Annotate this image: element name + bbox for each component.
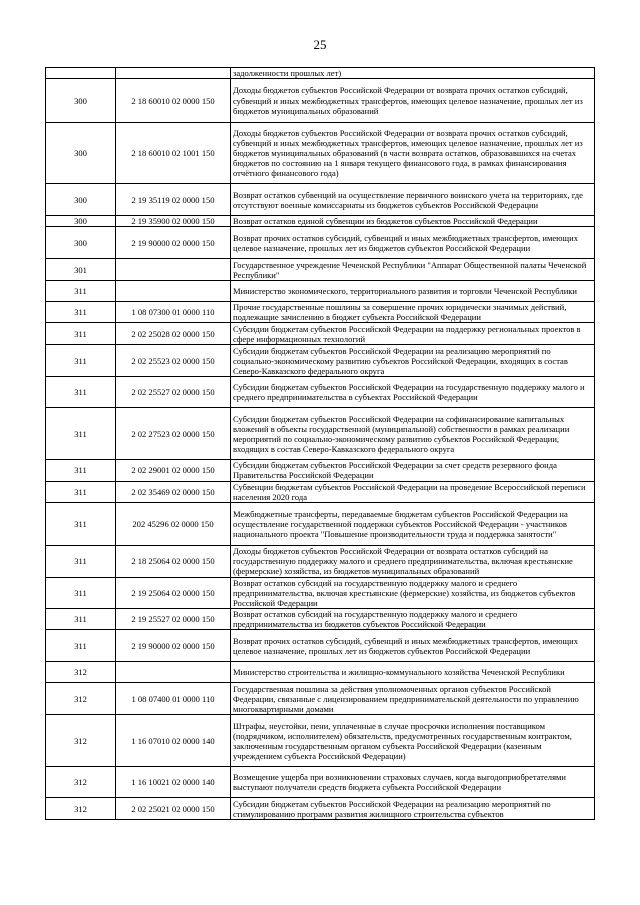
table-row [46, 545, 595, 577]
budget-code-cell: 202 45296 02 0000 150 [116, 502, 231, 545]
table-row [46, 502, 595, 545]
table-row [46, 345, 595, 377]
revenue-name-cell: Министерство строительства и жилищно-коммунального хозяйства Чеченской Республики [231, 662, 595, 683]
budget-code-cell: 1 08 07300 01 0000 110 [116, 302, 231, 323]
budget-code-cell [116, 281, 231, 302]
table-row [46, 408, 595, 460]
revenue-name-cell: Министерство экономического, территориального развития и торговли Чеченской Республики [231, 281, 595, 302]
revenue-name-cell: Штрафы, неустойки, пени, уплаченные в случае просрочки исполнения поставщиком (подрядчиком, исполнителем) обязательств, предусмотренных государственным контрактом, заключенным государственным органом субъекта Российской Федерации (казенным учреждением субъекта Российской Федерации) [231, 715, 595, 767]
revenue-name-cell: Субсидии бюджетам субъектов Российской Федерации за счет средств резервного фонда Правительства Российской Федерации [231, 460, 595, 481]
admin-code-cell: 300 [46, 79, 116, 123]
admin-code-cell: 300 [46, 227, 116, 259]
revenue-name-cell: Субсидии бюджетам субъектов Российской Федерации на реализацию мероприятий по стимулированию программ развития жилищного строительства субъектов [231, 798, 595, 820]
revenue-name-cell: Возврат прочих остатков субсидий, субвенций и иных межбюджетных трансфертов, имеющих целевое назначение, прошлых лет из бюджетов субъектов Российской Федерации [231, 630, 595, 662]
revenue-name-cell: Возврат прочих остатков субсидий, субвенций и иных межбюджетных трансфертов, имеющих целевое назначение, прошлых лет из бюджетов субъектов Российской Федерации [231, 227, 595, 259]
revenue-name-cell: Государственная пошлина за действия уполномоченных органов субъектов Российской Федерации, связанные с лицензированием предпринимательской деятельности по управлению многоквартирными домами [231, 683, 595, 715]
revenue-name-cell: Возврат остатков субвенций на осуществление первичного воинского учета на территориях, где отсутствуют военные комиссариаты из бюджетов субъектов Российской Федерации [231, 184, 595, 216]
admin-code-cell: 312 [46, 683, 116, 715]
table-row [46, 662, 595, 683]
revenue-name-cell: Возврат остатков единой субвенции из бюджетов субъектов Российской Федерации [231, 216, 595, 227]
revenue-name-cell: задолженности прошлых лет) [231, 68, 595, 79]
budget-code-cell: 2 19 35119 02 0000 150 [116, 184, 231, 216]
revenue-name-cell: Возмещение ущерба при возникновении страховых случаев, когда выгодоприобретателями выступают получатели средств бюджета субъекта Российской Федерации [231, 767, 595, 798]
admin-code-cell: 312 [46, 798, 116, 820]
revenue-name-cell: Субсидии бюджетам субъектов Российской Федерации на реализацию мероприятий по социально-экономическому развитию субъектов Российской Федерации, входящих в состав Северо-Кавказского федерального округа [231, 345, 595, 377]
budget-code-cell: 1 16 07010 02 0000 140 [116, 715, 231, 767]
table-row [46, 281, 595, 302]
table-row [46, 798, 595, 820]
admin-code-cell: 300 [46, 184, 116, 216]
table-row [46, 630, 595, 662]
admin-code-cell: 311 [46, 408, 116, 460]
table-row [46, 302, 595, 323]
table-row [46, 481, 595, 502]
table-row [46, 715, 595, 767]
table-row [46, 227, 595, 259]
revenue-name-cell: Субсидии бюджетам субъектов Российской Федерации на государственную поддержку малого и среднего предпринимательства в субъектах Российской Федерации [231, 377, 595, 408]
budget-code-cell: 2 18 25064 02 0000 150 [116, 545, 231, 577]
admin-code-cell: 311 [46, 609, 116, 630]
revenue-name-cell: Субвенции бюджетам субъектов Российской Федерации на проведение Всероссийской переписи населения 2020 года [231, 481, 595, 502]
table-row [46, 577, 595, 608]
admin-code-cell: 311 [46, 281, 116, 302]
budget-code-cell: 2 02 27523 02 0000 150 [116, 408, 231, 460]
budget-code-cell: 2 02 25523 02 0000 150 [116, 345, 231, 377]
table-row [46, 259, 595, 281]
admin-code-cell: 311 [46, 545, 116, 577]
budget-code-cell: 1 08 07400 01 0000 110 [116, 683, 231, 715]
admin-code-cell: 311 [46, 577, 116, 608]
table-row [46, 68, 595, 79]
table-row [46, 767, 595, 798]
admin-code-cell: 311 [46, 377, 116, 408]
budget-code-cell [116, 68, 231, 79]
table-row [46, 683, 595, 715]
admin-code-cell: 312 [46, 662, 116, 683]
table-row [46, 323, 595, 345]
admin-code-cell: 311 [46, 323, 116, 345]
revenue-name-cell: Доходы бюджетов субъектов Российской Федерации от возврата остатков субсидий на государственную поддержку малого и среднего предпринимательства, включая крестьянские (фермерские) хозяйства, из бюджетов муниципальных образований [231, 545, 595, 577]
admin-code-cell: 311 [46, 460, 116, 481]
budget-code-cell: 2 19 25527 02 0000 150 [116, 609, 231, 630]
page-number: 25 [313, 37, 327, 52]
revenue-codes-table [45, 67, 595, 820]
admin-code-cell [46, 68, 116, 79]
admin-code-cell: 301 [46, 259, 116, 281]
admin-code-cell: 312 [46, 715, 116, 767]
budget-code-cell: 2 19 35900 02 0000 150 [116, 216, 231, 227]
budget-code-cell: 2 18 60010 02 1001 150 [116, 123, 231, 184]
table-row [46, 216, 595, 227]
admin-code-cell: 311 [46, 302, 116, 323]
table-row [46, 79, 595, 123]
revenue-name-cell: Государственное учреждение Чеченской Республики "Аппарат Общественной палаты Чеченской Республики" [231, 259, 595, 281]
admin-code-cell: 311 [46, 345, 116, 377]
revenue-name-cell: Прочие государственные пошлины за совершение прочих юридически значимых действий, подлежащие зачислению в бюджет субъекта Российской Федерации [231, 302, 595, 323]
budget-code-cell: 2 19 90000 02 0000 150 [116, 227, 231, 259]
budget-code-cell: 2 02 25028 02 0000 150 [116, 323, 231, 345]
budget-code-cell: 2 19 90000 02 0000 150 [116, 630, 231, 662]
budget-code-cell: 2 18 60010 02 0000 150 [116, 79, 231, 123]
revenue-name-cell: Возврат остатков субсидий на государственную поддержку малого и среднего предпринимательства из бюджетов субъектов Российской Федерации [231, 609, 595, 630]
admin-code-cell: 300 [46, 216, 116, 227]
budget-code-cell [116, 662, 231, 683]
budget-code-cell: 2 02 25527 02 0000 150 [116, 377, 231, 408]
budget-code-cell: 2 02 35469 02 0000 150 [116, 481, 231, 502]
budget-code-cell: 2 19 25064 02 0000 150 [116, 577, 231, 608]
revenue-name-cell: Субсидии бюджетам субъектов Российской Федерации на софинансирование капитальных вложений в объекты государственной (муниципальной) собственности в рамках реализации мероприятий по социально-экономическому развитию субъектов Российской Федерации, входящих в состав Северо-Кавказского федерального округа [231, 408, 595, 460]
admin-code-cell: 311 [46, 481, 116, 502]
budget-code-cell [116, 259, 231, 281]
revenue-name-cell: Возврат остатков субсидий на государственную поддержку малого и среднего предпринимательства, включая крестьянские (фермерские) хозяйства, из бюджетов субъектов Российской Федерации [231, 577, 595, 608]
table-row [46, 184, 595, 216]
revenue-name-cell: Межбюджетные трансферты, передаваемые бюджетам субъектов Российской Федерации на осуществление государственной поддержки субъектов Российской Федерации - участников национального проекта "Повышение производительности труда и поддержка занятости" [231, 502, 595, 545]
table-body [46, 68, 595, 820]
budget-code-cell: 2 02 29001 02 0000 150 [116, 460, 231, 481]
admin-code-cell: 311 [46, 630, 116, 662]
revenue-name-cell: Субсидии бюджетам субъектов Российской Федерации на поддержку региональных проектов в сфере информационных технологий [231, 323, 595, 345]
budget-code-cell: 1 16 10021 02 0000 140 [116, 767, 231, 798]
budget-code-cell: 2 02 25021 02 0000 150 [116, 798, 231, 820]
admin-code-cell: 311 [46, 502, 116, 545]
table-row [46, 123, 595, 184]
revenue-name-cell: Доходы бюджетов субъектов Российской Федерации от возврата прочих остатков субсидий, субвенций и иных межбюджетных трансфертов, имеющих целевое назначение, прошлых лет из бюджетов муниципальных образований (в части возврата остатков, образовавшихся на счетах бюджетов по состоянию на 1 января текущего финансового года, в рамках финансирования отчётного финансового года) [231, 123, 595, 184]
admin-code-cell: 300 [46, 123, 116, 184]
table-row [46, 460, 595, 481]
revenue-name-cell: Доходы бюджетов субъектов Российской Федерации от возврата прочих остатков субсидий, субвенций и иных межбюджетных трансфертов, имеющих целевое назначение, прошлых лет из бюджетов муниципальных образований [231, 79, 595, 123]
table-row [46, 377, 595, 408]
table-row [46, 609, 595, 630]
admin-code-cell: 312 [46, 767, 116, 798]
